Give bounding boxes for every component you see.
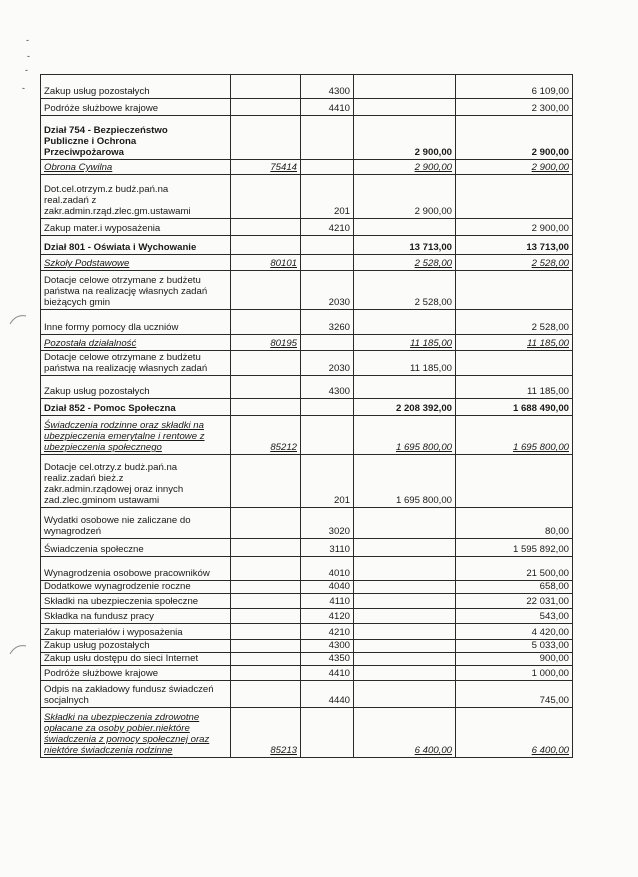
row-chapter-code — [231, 75, 301, 99]
row-income-amount — [354, 219, 456, 236]
table-row — [41, 609, 573, 624]
row-expense-amount: 2 900,00 — [456, 116, 573, 160]
row-chapter-code — [231, 116, 301, 160]
row-income-amount — [354, 99, 456, 116]
row-chapter-code — [231, 640, 301, 653]
row-income-amount — [354, 75, 456, 99]
division-row — [41, 236, 573, 255]
chapter-row — [41, 255, 573, 271]
row-income-amount — [354, 666, 456, 681]
row-paragraph-code — [301, 160, 354, 175]
row-name: Wynagrodzenia osobowe pracowników — [41, 557, 231, 581]
row-expense-amount: 2 528,00 — [456, 255, 573, 271]
row-name: Dział 852 - Pomoc Społeczna — [41, 399, 231, 416]
row-name: Składki na ubezpieczenia zdrowotne opłacane za osoby pobier.niektóre świadczenia z pomocy społecznej oraz niektóre świadczenia rodzinne — [41, 708, 231, 758]
row-paragraph-code: 4210 — [301, 624, 354, 640]
budget-table — [40, 74, 573, 758]
row-income-amount — [354, 581, 456, 594]
row-chapter-code — [231, 99, 301, 116]
row-income-amount: 6 400,00 — [354, 708, 456, 758]
table-row — [41, 455, 573, 508]
row-chapter-code: 85213 — [231, 708, 301, 758]
row-name: Dział 754 - Bezpieczeństwo Publiczne i Ochrona Przeciwpożarowa — [41, 116, 231, 160]
division-row — [41, 116, 573, 160]
row-paragraph-code: 4300 — [301, 376, 354, 399]
row-name: Zakup usłu dostępu do sieci Internet — [41, 653, 231, 666]
row-paragraph-code: 201 — [301, 175, 354, 219]
row-name: Zakup mater.i wyposażenia — [41, 219, 231, 236]
table-row — [41, 557, 573, 581]
table-row — [41, 594, 573, 609]
row-chapter-code — [231, 310, 301, 335]
table-row — [41, 271, 573, 310]
row-expense-amount: 13 713,00 — [456, 236, 573, 255]
table-row — [41, 681, 573, 708]
row-name: Świadczenia rodzinne oraz składki na ubezpieczenia emerytalne i rentowe z ubezpieczenia społecznego — [41, 416, 231, 455]
row-income-amount — [354, 376, 456, 399]
row-chapter-code — [231, 681, 301, 708]
row-paragraph-code — [301, 399, 354, 416]
row-income-amount — [354, 640, 456, 653]
row-income-amount: 11 185,00 — [354, 351, 456, 376]
row-paragraph-code — [301, 708, 354, 758]
row-expense-amount — [456, 175, 573, 219]
row-chapter-code — [231, 376, 301, 399]
chapter-row — [41, 416, 573, 455]
row-paragraph-code: 4040 — [301, 581, 354, 594]
row-chapter-code — [231, 666, 301, 681]
row-expense-amount: 745,00 — [456, 681, 573, 708]
row-expense-amount — [456, 455, 573, 508]
row-name: Podróże służbowe krajowe — [41, 666, 231, 681]
row-income-amount: 2 208 392,00 — [354, 399, 456, 416]
row-paragraph-code: 4440 — [301, 681, 354, 708]
table-row — [41, 219, 573, 236]
row-expense-amount: 900,00 — [456, 653, 573, 666]
row-name: Inne formy pomocy dla uczniów — [41, 310, 231, 335]
row-expense-amount: 6 109,00 — [456, 75, 573, 99]
row-name: Szkoły Podstawowe — [41, 255, 231, 271]
row-expense-amount: 658,00 — [456, 581, 573, 594]
row-expense-amount — [456, 351, 573, 376]
table-row — [41, 539, 573, 557]
row-name: Dotacje cel.otrzy.z budż.pań.na realiz.zadań bież.z zakr.admin.rządowej oraz innych zad.zlec.gminom ustawami — [41, 455, 231, 508]
row-name: Zakup usług pozostałych — [41, 640, 231, 653]
row-name: Zakup usług pozostałych — [41, 376, 231, 399]
row-income-amount — [354, 557, 456, 581]
row-name: Obrona Cywilna — [41, 160, 231, 175]
table-row — [41, 75, 573, 99]
scan-mark: - — [27, 51, 30, 61]
row-expense-amount: 1 688 490,00 — [456, 399, 573, 416]
row-chapter-code — [231, 219, 301, 236]
row-chapter-code — [231, 624, 301, 640]
row-name: Świadczenia społeczne — [41, 539, 231, 557]
row-expense-amount: 11 185,00 — [456, 376, 573, 399]
row-name: Pozostała działalność — [41, 335, 231, 351]
row-expense-amount: 2 528,00 — [456, 310, 573, 335]
row-paragraph-code — [301, 236, 354, 255]
binding-mark — [8, 310, 28, 330]
table-row — [41, 310, 573, 335]
row-expense-amount: 2 900,00 — [456, 219, 573, 236]
row-name: Dot.cel.otrzym.z budż.pań.na real.zadań z zakr.admin.rząd.zlec.gm.ustawami — [41, 175, 231, 219]
row-chapter-code — [231, 175, 301, 219]
row-chapter-code — [231, 653, 301, 666]
row-expense-amount: 4 420,00 — [456, 624, 573, 640]
row-chapter-code — [231, 455, 301, 508]
row-income-amount — [354, 653, 456, 666]
row-paragraph-code: 4010 — [301, 557, 354, 581]
row-paragraph-code: 3260 — [301, 310, 354, 335]
row-expense-amount: 1 695 800,00 — [456, 416, 573, 455]
row-income-amount: 2 528,00 — [354, 255, 456, 271]
chapter-row — [41, 335, 573, 351]
chapter-row — [41, 708, 573, 758]
row-chapter-code — [231, 581, 301, 594]
row-paragraph-code: 2030 — [301, 271, 354, 310]
row-name: Składka na fundusz pracy — [41, 609, 231, 624]
row-name: Zakup usług pozostałych — [41, 75, 231, 99]
row-paragraph-code: 4410 — [301, 99, 354, 116]
row-paragraph-code: 3020 — [301, 508, 354, 539]
table-row — [41, 99, 573, 116]
row-paragraph-code: 4410 — [301, 666, 354, 681]
row-expense-amount: 2 300,00 — [456, 99, 573, 116]
row-chapter-code — [231, 508, 301, 539]
row-paragraph-code: 2030 — [301, 351, 354, 376]
row-expense-amount: 5 033,00 — [456, 640, 573, 653]
row-chapter-code: 80195 — [231, 335, 301, 351]
row-expense-amount: 1 000,00 — [456, 666, 573, 681]
row-paragraph-code: 4120 — [301, 609, 354, 624]
row-chapter-code — [231, 399, 301, 416]
row-expense-amount: 80,00 — [456, 508, 573, 539]
row-income-amount: 11 185,00 — [354, 335, 456, 351]
row-name: Dział 801 - Oświata i Wychowanie — [41, 236, 231, 255]
row-income-amount: 1 695 800,00 — [354, 455, 456, 508]
row-name: Dodatkowe wynagrodzenie roczne — [41, 581, 231, 594]
row-expense-amount: 21 500,00 — [456, 557, 573, 581]
row-expense-amount: 11 185,00 — [456, 335, 573, 351]
row-expense-amount: 6 400,00 — [456, 708, 573, 758]
row-chapter-code — [231, 594, 301, 609]
table-row — [41, 376, 573, 399]
row-chapter-code — [231, 351, 301, 376]
row-income-amount: 1 695 800,00 — [354, 416, 456, 455]
row-expense-amount: 22 031,00 — [456, 594, 573, 609]
row-income-amount — [354, 594, 456, 609]
row-chapter-code — [231, 236, 301, 255]
row-chapter-code — [231, 539, 301, 557]
row-paragraph-code — [301, 116, 354, 160]
row-expense-amount: 543,00 — [456, 609, 573, 624]
table-row — [41, 666, 573, 681]
row-name: Podróże służbowe krajowe — [41, 99, 231, 116]
table-row — [41, 581, 573, 594]
row-chapter-code — [231, 557, 301, 581]
scan-mark: - — [25, 65, 28, 75]
row-paragraph-code: 4300 — [301, 640, 354, 653]
row-income-amount — [354, 624, 456, 640]
row-paragraph-code — [301, 335, 354, 351]
scan-mark: - — [26, 35, 29, 45]
row-income-amount: 2 900,00 — [354, 175, 456, 219]
row-income-amount: 2 900,00 — [354, 116, 456, 160]
row-chapter-code — [231, 271, 301, 310]
table-row — [41, 653, 573, 666]
row-income-amount — [354, 310, 456, 335]
row-name: Dotacje celowe otrzymane z budżetu państwa na realizację własnych zadań bieżących gmin — [41, 271, 231, 310]
row-paragraph-code: 4110 — [301, 594, 354, 609]
row-paragraph-code: 201 — [301, 455, 354, 508]
row-name: Składki na ubezpieczenia społeczne — [41, 594, 231, 609]
row-paragraph-code: 4350 — [301, 653, 354, 666]
row-income-amount: 2 528,00 — [354, 271, 456, 310]
row-income-amount — [354, 609, 456, 624]
row-name: Dotacje celowe otrzymane z budżetu państwa na realizację własnych zadań — [41, 351, 231, 376]
row-expense-amount: 1 595 892,00 — [456, 539, 573, 557]
row-income-amount — [354, 508, 456, 539]
table-row — [41, 640, 573, 653]
table-row — [41, 175, 573, 219]
row-expense-amount — [456, 271, 573, 310]
row-name: Zakup materiałów i wyposażenia — [41, 624, 231, 640]
row-income-amount: 2 900,00 — [354, 160, 456, 175]
row-name: Odpis na zakładowy fundusz świadczeń socjalnych — [41, 681, 231, 708]
row-chapter-code: 75414 — [231, 160, 301, 175]
row-chapter-code: 80101 — [231, 255, 301, 271]
row-chapter-code — [231, 609, 301, 624]
table-row — [41, 624, 573, 640]
row-paragraph-code: 4300 — [301, 75, 354, 99]
division-row — [41, 399, 573, 416]
row-paragraph-code — [301, 255, 354, 271]
binding-mark — [8, 640, 28, 660]
row-expense-amount: 2 900,00 — [456, 160, 573, 175]
chapter-row — [41, 160, 573, 175]
row-income-amount: 13 713,00 — [354, 236, 456, 255]
row-paragraph-code: 4210 — [301, 219, 354, 236]
table-row — [41, 508, 573, 539]
row-name: Wydatki osobowe nie zaliczane do wynagrodzeń — [41, 508, 231, 539]
row-paragraph-code: 3110 — [301, 539, 354, 557]
table-row — [41, 351, 573, 376]
scan-mark: - — [22, 83, 25, 93]
row-paragraph-code — [301, 416, 354, 455]
row-income-amount — [354, 539, 456, 557]
row-chapter-code: 85212 — [231, 416, 301, 455]
row-income-amount — [354, 681, 456, 708]
